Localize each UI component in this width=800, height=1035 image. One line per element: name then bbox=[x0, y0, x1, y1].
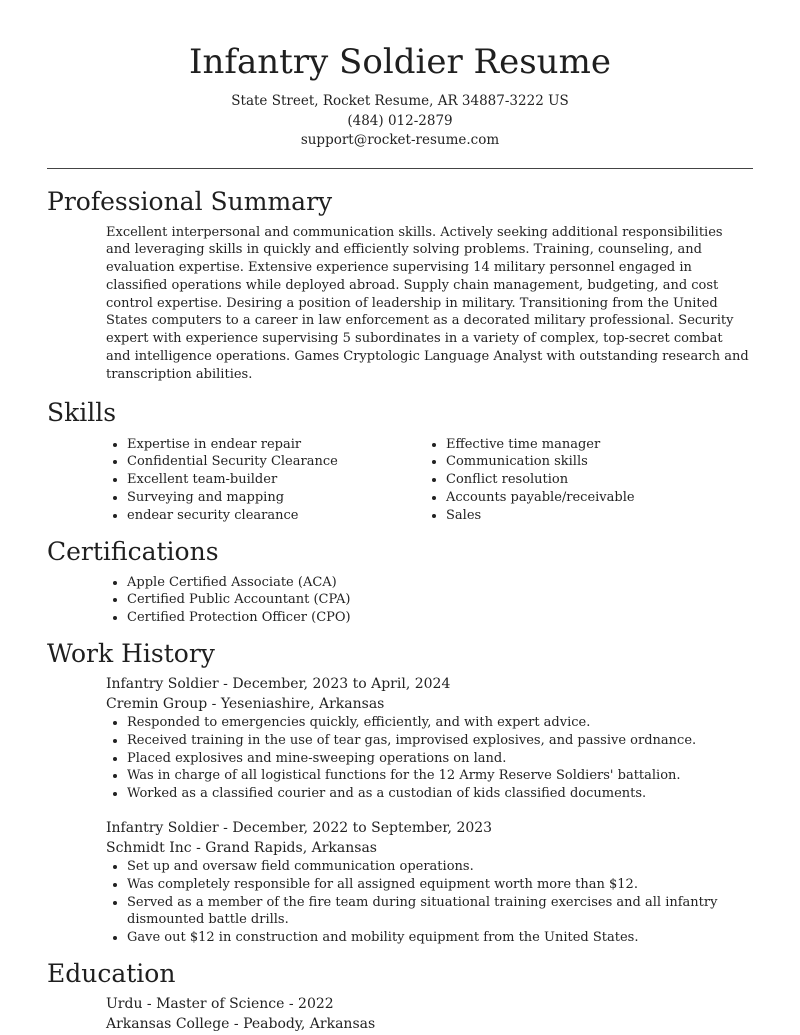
duty-item: • Received training in the use of tear gas, improvised explosives, and passive ordnance. bbox=[127, 732, 750, 750]
email-text: support@rocket-resume.com bbox=[300, 132, 500, 148]
skill-item: • Surveying and mapping bbox=[127, 489, 425, 507]
skill-item: • Sales bbox=[446, 507, 744, 525]
work-history-heading: Work History bbox=[47, 639, 215, 669]
certifications-list bbox=[106, 574, 750, 627]
job-duties bbox=[106, 714, 750, 803]
work-history-section bbox=[0, 638, 800, 947]
address-text: State Street, Rocket Resume, AR 34887-3222 US bbox=[231, 93, 569, 109]
skills-column-left bbox=[106, 436, 425, 525]
degree-line: Urdu - Master of Science - 2022 bbox=[106, 996, 334, 1013]
job-duties bbox=[106, 858, 750, 947]
education-entry bbox=[106, 995, 750, 1034]
summary-heading: Professional Summary bbox=[47, 186, 333, 216]
skill-item: • Effective time manager bbox=[446, 436, 744, 454]
certifications-section bbox=[0, 536, 800, 627]
job-title-line: Infantry Soldier - December, 2022 to September, 2023 bbox=[106, 820, 493, 837]
skill-item: • Conflict resolution bbox=[446, 471, 744, 489]
certifications-heading: Certifications bbox=[47, 536, 219, 566]
contact-info bbox=[0, 92, 800, 151]
resume-header bbox=[0, 0, 800, 151]
certification-item: • Apple Certified Associate (ACA) bbox=[127, 574, 750, 592]
skills-column-right bbox=[425, 436, 744, 525]
job-entry bbox=[106, 675, 750, 803]
skill-item: • Confidential Security Clearance bbox=[127, 453, 425, 471]
job-entry bbox=[106, 819, 750, 947]
skills-list bbox=[106, 436, 750, 525]
education-section bbox=[0, 958, 800, 1034]
page-title: Infantry Soldier Resume bbox=[189, 42, 611, 82]
duty-item: • Served as a member of the fire team during situational training exercises and all infantry dismounted battle drills. bbox=[127, 894, 750, 930]
summary-section bbox=[0, 186, 800, 384]
duty-item: • Was in charge of all logistical functions for the 12 Army Reserve Soldiers' battalion. bbox=[127, 767, 750, 785]
school-line: Arkansas College - Peabody, Arkansas bbox=[106, 1015, 376, 1032]
duty-item: • Responded to emergencies quickly, efficiently, and with expert advice. bbox=[127, 714, 750, 732]
duty-item: • Worked as a classified courier and as a custodian of kids classified documents. bbox=[127, 785, 750, 803]
skill-item: • Accounts payable/receivable bbox=[446, 489, 744, 507]
certification-item: • Certified Protection Officer (CPO) bbox=[127, 609, 750, 627]
skill-item: • Excellent team-builder bbox=[127, 471, 425, 489]
job-title-line: Infantry Soldier - December, 2023 to April, 2024 bbox=[106, 676, 451, 693]
duty-item: • Gave out $12 in construction and mobility equipment from the United States. bbox=[127, 929, 750, 947]
education-heading: Education bbox=[47, 959, 176, 989]
skills-heading: Skills bbox=[47, 397, 117, 427]
summary-text: Excellent interpersonal and communication skills. Actively seeking additional responsibilities and leveraging skills in quickly and efficiently solving problems. Training, counseling, and evaluation expertise. Extensive experience supervising 14 military personnel engaged in classified operations while deployed abroad. Supply chain management, budgeting, and cost control expertise. Desiring a position of leadership in military. Transitioning from the United States computers to a career in law enforcement as a decorated military professional. Security expert with experience supervising 5 subordinates in a variety of complex, top-secret combat and intelligence operations. Games Cryptologic Language Analyst with outstanding research and transcription abilities. bbox=[106, 224, 749, 382]
skills-section bbox=[0, 397, 800, 525]
job-company-line: Schmidt Inc - Grand Rapids, Arkansas bbox=[106, 839, 377, 856]
duty-item: • Placed explosives and mine-sweeping operations on land. bbox=[127, 750, 750, 768]
job-company-line: Cremin Group - Yeseniashire, Arkansas bbox=[106, 695, 385, 712]
certification-item: • Certified Public Accountant (CPA) bbox=[127, 591, 750, 609]
duty-item: • Set up and oversaw field communication operations. bbox=[127, 858, 750, 876]
skill-item: • Expertise in endear repair bbox=[127, 436, 425, 454]
skill-item: • Communication skills bbox=[446, 453, 744, 471]
duty-item: • Was completely responsible for all assigned equipment worth more than $12. bbox=[127, 876, 750, 894]
phone-text: (484) 012-2879 bbox=[347, 112, 453, 129]
skill-item: • endear security clearance bbox=[127, 507, 425, 525]
header-divider bbox=[47, 168, 753, 169]
